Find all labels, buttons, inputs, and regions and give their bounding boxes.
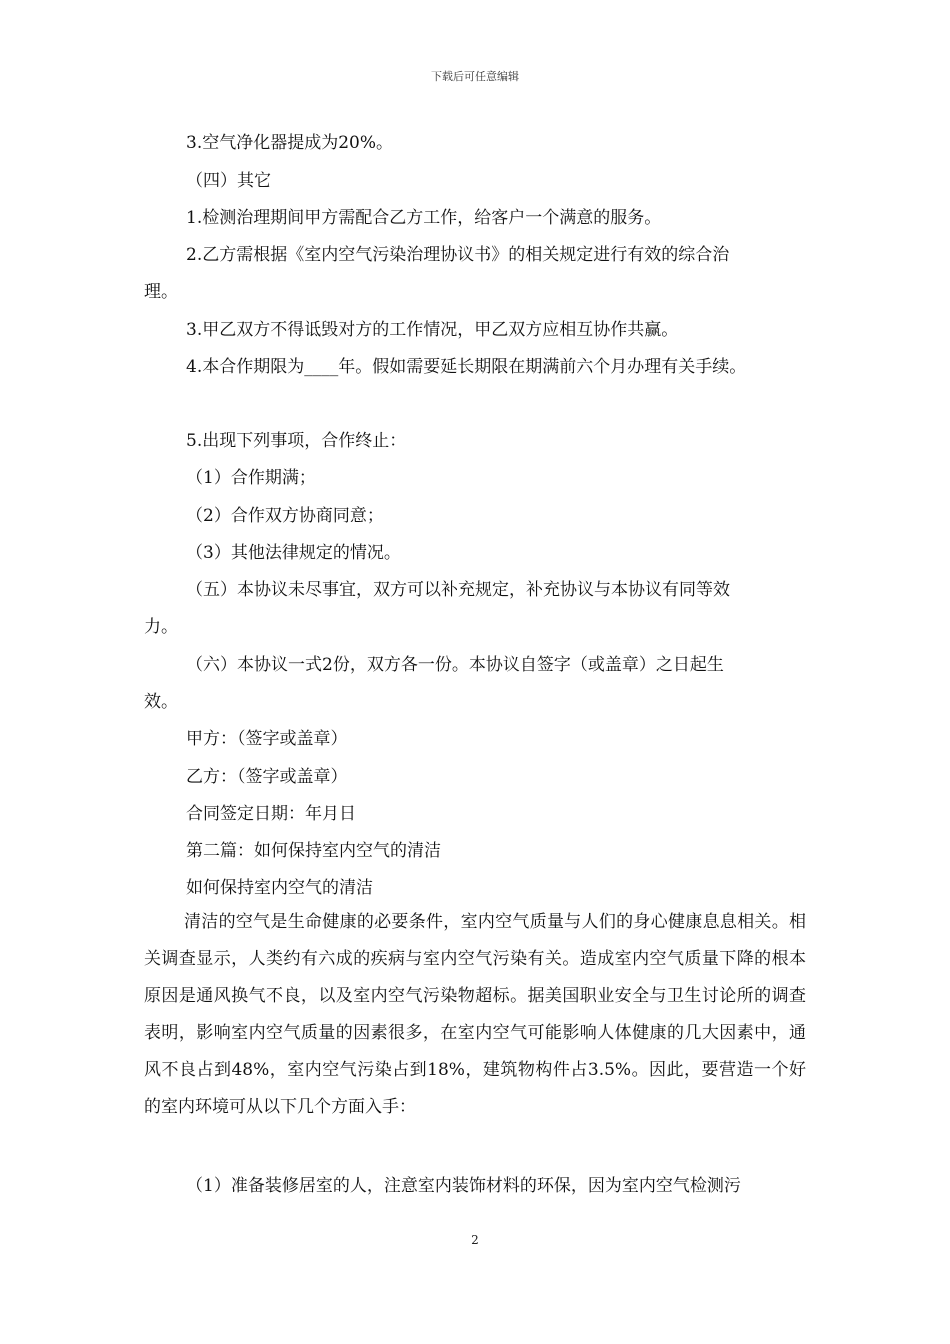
text-line: 力。 bbox=[144, 617, 178, 637]
signature-party-a: 甲方：（签字或盖章） bbox=[186, 729, 348, 749]
text-line: （1）准备装修居室的人，注意室内装饰材料的环保，因为室内空气检测污 bbox=[186, 1176, 741, 1196]
list-item: （3）其他法律规定的情况。 bbox=[186, 543, 401, 563]
list-item: （2）合作双方协商同意； bbox=[186, 506, 384, 526]
signing-date: 合同签定日期：年月日 bbox=[186, 804, 356, 824]
text-line: 2.乙方需根据《室内空气污染治理协议书》的相关规定进行有效的综合治 bbox=[186, 245, 730, 265]
section-heading: （四）其它 bbox=[186, 171, 271, 191]
chapter-heading: 第二篇：如何保持室内空气的清洁 bbox=[186, 841, 441, 861]
list-item: （1）合作期满； bbox=[186, 468, 316, 488]
text-line: 1.检测治理期间甲方需配合乙方工作，给客户一个满意的服务。 bbox=[186, 208, 662, 228]
text-line: 4.本合作期限为____年。假如需要延长期限在期满前六个月办理有关手续。 bbox=[186, 357, 747, 377]
text-line: （五）本协议未尽事宜，双方可以补充规定，补充协议与本协议有同等效 bbox=[186, 580, 730, 600]
article-title: 如何保持室内空气的清洁 bbox=[186, 878, 373, 898]
text-line: 理。 bbox=[144, 282, 178, 302]
page-number: 2 bbox=[471, 1233, 479, 1247]
text-line: （六）本协议一式2份，双方各一份。本协议自签字（或盖章）之日起生 bbox=[186, 655, 724, 675]
signature-party-b: 乙方：（签字或盖章） bbox=[186, 767, 348, 787]
text-line: 3.甲乙双方不得诋毁对方的工作情况，甲乙双方应相互协作共赢。 bbox=[186, 320, 679, 340]
text-line: 5.出现下列事项，合作终止： bbox=[186, 431, 407, 451]
page-header: 下载后可任意编辑 bbox=[431, 70, 519, 83]
text-line: 3.空气净化器提成为20%。 bbox=[186, 133, 394, 153]
body-paragraph: 清洁的空气是生命健康的必要条件，室内空气质量与人们的身心健康息息相关。相关调查显示，人类约有六成的疾病与室内空气污染有关。造成室内空气质量下降的根本原因是通风换气不良，以及室内空气污染物超标。据美国职业安全与卫生讨论所的调查表明，影响室内空气质量的因素很多，在室内空气可能影响人体健康的几大因素中，通风不良占到48%，室内空气污染占到18%，建筑物构件占3.5%。因此，要营造一个好的室内环境可从以下几个方面入手： bbox=[144, 912, 806, 1117]
text-line: 效。 bbox=[144, 692, 178, 712]
